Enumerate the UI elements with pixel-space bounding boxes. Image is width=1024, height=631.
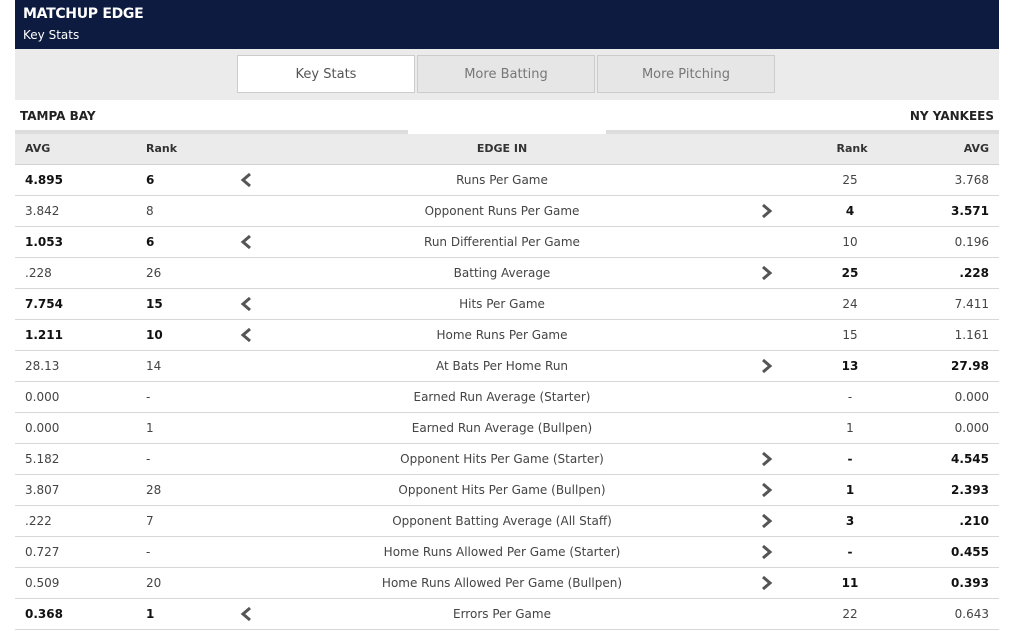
- table-row: [15, 165, 999, 196]
- table-row: [15, 506, 999, 537]
- table-row: [15, 196, 999, 227]
- right-rank-value: 1: [845, 483, 855, 497]
- table-row: [15, 320, 999, 351]
- stat-name: Home Runs Allowed Per Game (Bullpen): [381, 576, 623, 590]
- table-body: [15, 165, 999, 630]
- chevron-right-icon: [761, 506, 775, 528]
- right-avg-value: .210: [959, 514, 989, 528]
- left-avg-value: .228: [25, 266, 52, 280]
- header-rank-right: Rank: [836, 142, 868, 155]
- right-avg-value: 0.196: [954, 235, 989, 249]
- right-avg-value: 0.393: [951, 576, 989, 590]
- left-avg-value: 0.000: [25, 390, 60, 404]
- stats-table: [15, 134, 999, 630]
- left-rank-value: -: [146, 545, 151, 559]
- matchup-header: [15, 0, 999, 49]
- right-avg-value: 4.545: [951, 452, 989, 466]
- left-avg-value: 5.182: [25, 452, 60, 466]
- right-avg-value: 2.393: [951, 483, 989, 497]
- left-avg-value: 3.842: [25, 204, 60, 218]
- right-avg-value: 7.411: [954, 297, 989, 311]
- right-avg-value: 27.98: [951, 359, 989, 373]
- stat-name: Errors Per Game: [453, 607, 551, 621]
- left-rank-value: 6: [146, 173, 155, 187]
- tab-key-stats[interactable]: Key Stats: [237, 55, 415, 93]
- left-rank-value: 15: [146, 297, 163, 311]
- stat-name: Opponent Hits Per Game (Starter): [400, 452, 604, 466]
- left-avg-value: 0.368: [25, 607, 63, 621]
- chevron-right-icon: [761, 196, 775, 218]
- left-rank-value: -: [146, 390, 151, 404]
- right-rank-value: 1: [846, 421, 854, 435]
- team-names-bar: [15, 100, 999, 134]
- chevron-right-icon: [761, 258, 775, 280]
- stat-name: Home Runs Allowed Per Game (Starter): [383, 545, 621, 559]
- table-row: [15, 537, 999, 568]
- page-title: MATCHUP EDGE: [23, 6, 144, 22]
- chevron-left-icon: [240, 165, 254, 187]
- left-rank-value: 6: [146, 235, 155, 249]
- header-rank-left: Rank: [146, 142, 178, 155]
- right-avg-value: 0.643: [954, 607, 989, 621]
- right-rank-value: 15: [842, 328, 858, 342]
- chevron-left-icon: [240, 320, 254, 342]
- right-avg-value: .228: [959, 266, 989, 280]
- stat-name: Runs Per Game: [456, 173, 548, 187]
- left-avg-value: 0.509: [25, 576, 60, 590]
- table-row: [15, 258, 999, 289]
- stat-name: Opponent Runs Per Game: [424, 204, 580, 218]
- table-row: [15, 599, 999, 630]
- header-avg-left: AVG: [25, 142, 51, 155]
- left-rank-value: 20: [146, 576, 162, 590]
- right-rank-value: 3: [845, 514, 855, 528]
- table-row: [15, 413, 999, 444]
- right-rank-value: 24: [842, 297, 858, 311]
- left-rank-value: 1: [146, 421, 154, 435]
- stat-name: Hits Per Game: [459, 297, 545, 311]
- left-avg-value: .222: [25, 514, 52, 528]
- table-row: [15, 382, 999, 413]
- stat-name: At Bats Per Home Run: [435, 359, 569, 373]
- right-rank-value: 4: [845, 204, 855, 218]
- table-row: [15, 444, 999, 475]
- page-subtitle: Key Stats: [23, 28, 80, 42]
- left-rank-value: 14: [146, 359, 162, 373]
- stat-name: Opponent Hits Per Game (Bullpen): [398, 483, 606, 497]
- right-avg-value: 3.768: [954, 173, 989, 187]
- right-rank-value: -: [847, 545, 853, 559]
- chevron-right-icon: [761, 351, 775, 373]
- table-row: [15, 568, 999, 599]
- right-rank-value: -: [847, 390, 853, 404]
- right-avg-value: 1.161: [954, 328, 989, 342]
- chevron-left-icon: [240, 227, 254, 249]
- left-avg-value: 3.807: [25, 483, 60, 497]
- table-row: [15, 351, 999, 382]
- left-rank-value: 7: [146, 514, 154, 528]
- right-rank-value: -: [847, 452, 853, 466]
- chevron-right-icon: [761, 537, 775, 559]
- tab-bar: [15, 49, 999, 100]
- left-rank-value: 8: [146, 204, 154, 218]
- table-row: [15, 227, 999, 258]
- left-avg-value: 0.000: [25, 421, 60, 435]
- right-rank-value: 22: [842, 607, 858, 621]
- table-row: [15, 289, 999, 320]
- table-row: [15, 475, 999, 506]
- left-rank-value: 26: [146, 266, 162, 280]
- right-rank-value: 25: [842, 173, 858, 187]
- header-avg-right: AVG: [963, 142, 989, 155]
- right-rank-value: 10: [842, 235, 858, 249]
- left-avg-value: 0.727: [25, 545, 60, 559]
- team-left-name: TAMPA BAY: [20, 109, 96, 123]
- chevron-right-icon: [761, 568, 775, 590]
- left-rank-value: 28: [146, 483, 162, 497]
- chevron-left-icon: [240, 599, 254, 621]
- stat-name: Run Differential Per Game: [424, 235, 580, 249]
- left-avg-value: 1.053: [25, 235, 63, 249]
- right-avg-value: 0.000: [954, 390, 989, 404]
- stat-name: Opponent Batting Average (All Staff): [392, 514, 612, 528]
- left-avg-value: 1.211: [25, 328, 63, 342]
- stat-name: Home Runs Per Game: [436, 328, 568, 342]
- tab-more-pitching[interactable]: More Pitching: [597, 55, 775, 93]
- right-rank-value: 11: [841, 576, 859, 590]
- right-rank-value: 13: [841, 359, 859, 373]
- left-rank-value: 1: [146, 607, 155, 621]
- left-rank-value: -: [146, 452, 151, 466]
- left-avg-value: 7.754: [25, 297, 63, 311]
- left-avg-value: 28.13: [25, 359, 60, 373]
- stat-name: Batting Average: [453, 266, 551, 280]
- left-rank-value: 10: [146, 328, 163, 342]
- right-rank-value: 25: [841, 266, 859, 280]
- stat-name: Earned Run Average (Bullpen): [411, 421, 593, 435]
- table-header-row: [15, 134, 999, 165]
- stat-name: Earned Run Average (Starter): [413, 390, 591, 404]
- chevron-right-icon: [761, 444, 775, 466]
- right-avg-value: 0.455: [951, 545, 989, 559]
- right-avg-value: 0.000: [954, 421, 989, 435]
- left-avg-value: 4.895: [25, 173, 63, 187]
- right-avg-value: 3.571: [951, 204, 989, 218]
- chevron-left-icon: [240, 289, 254, 311]
- team-right-name: NY YANKEES: [909, 109, 994, 123]
- header-edge-in: EDGE IN: [476, 142, 528, 155]
- tab-more-batting[interactable]: More Batting: [417, 55, 595, 93]
- chevron-right-icon: [761, 475, 775, 497]
